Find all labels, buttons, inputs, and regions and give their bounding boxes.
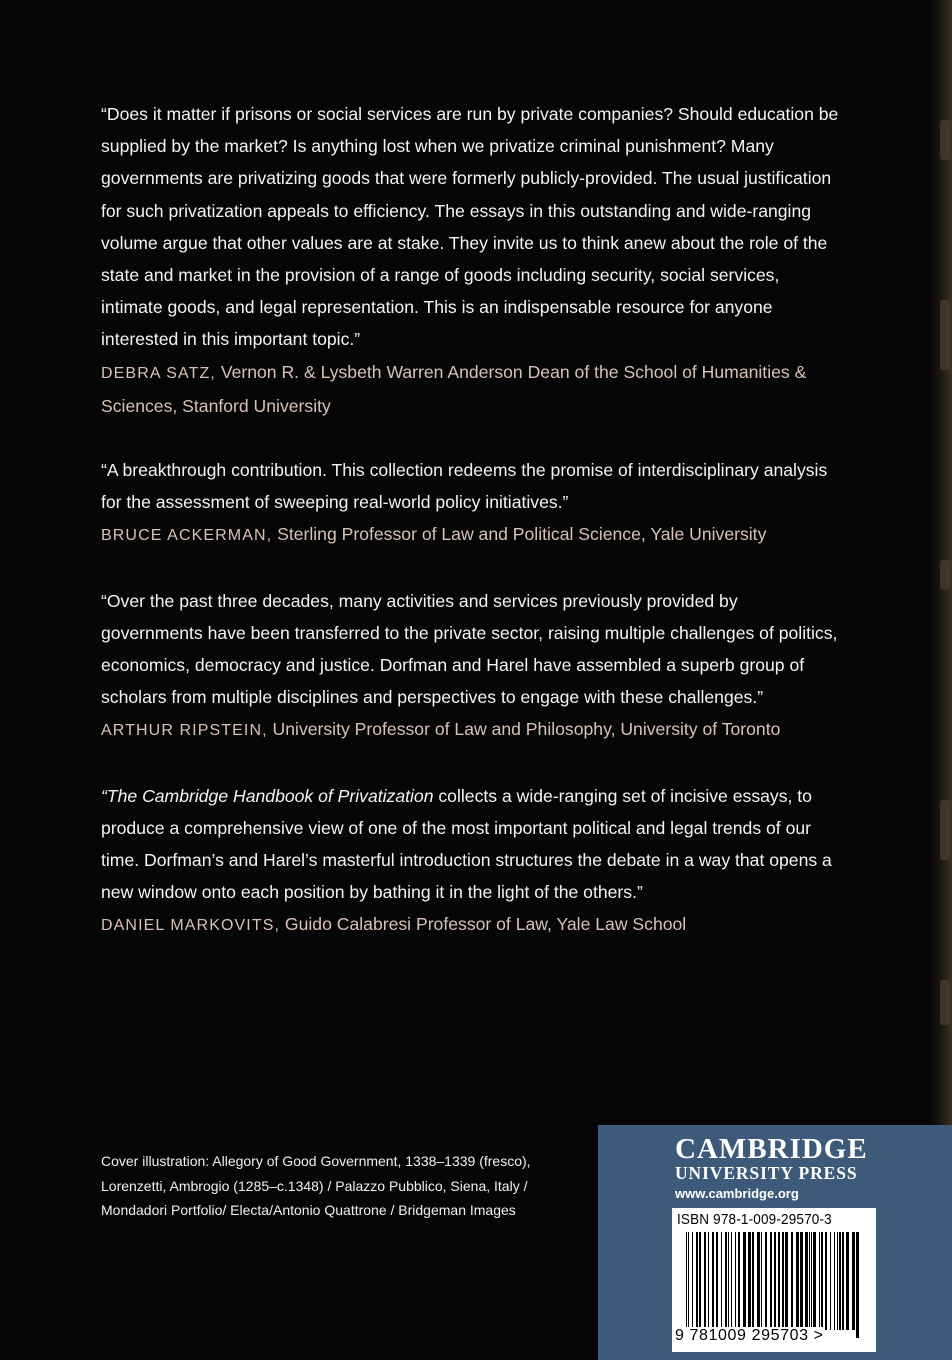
endorsement-quote bbox=[101, 780, 841, 909]
publisher-logo-subtitle: UNIVERSITY PRESS bbox=[675, 1163, 858, 1183]
endorser-affiliation: University Professor of Law and Philosophy, University of Toronto bbox=[272, 719, 781, 740]
barcode-bar bbox=[791, 1232, 793, 1330]
barcode-bar bbox=[830, 1232, 831, 1330]
endorser-name: DEBRA SATZ, bbox=[101, 364, 216, 382]
endorser-name: DANIEL MARKOVITS, bbox=[101, 917, 281, 935]
barcode-bar bbox=[757, 1232, 760, 1330]
barcode-bar bbox=[716, 1232, 718, 1330]
endorsement-attribution bbox=[101, 356, 841, 422]
barcode-bar bbox=[699, 1232, 701, 1330]
barcode-bar bbox=[761, 1232, 762, 1330]
book-title: “The Cambridge Handbook of Privatization bbox=[101, 785, 434, 806]
barcode-bar bbox=[837, 1232, 838, 1330]
endorser-name: ARTHUR RIPSTEIN, bbox=[101, 722, 268, 740]
endorsement-quote: “A breakthrough contribution. This collection redeems the promise of interdisciplinary analysis for the assessment of sweeping real-world policy initiatives.” bbox=[101, 460, 828, 513]
publisher-logo-name: CAMBRIDGE bbox=[675, 1133, 868, 1165]
barcode-bar bbox=[692, 1232, 693, 1330]
barcode-bar bbox=[712, 1232, 714, 1330]
barcode-bar bbox=[738, 1232, 740, 1330]
endorsement-ackerman bbox=[101, 454, 841, 553]
barcode-bar bbox=[800, 1232, 803, 1330]
endorsements bbox=[101, 98, 841, 975]
barcode-bar bbox=[796, 1232, 799, 1330]
barcode-bar bbox=[743, 1232, 746, 1330]
barcode-bar bbox=[686, 1232, 687, 1338]
barcode-bar bbox=[842, 1232, 844, 1330]
barcode-bar bbox=[696, 1232, 698, 1330]
barcode-bar bbox=[852, 1232, 855, 1330]
barcode-bar bbox=[782, 1232, 784, 1330]
barcode-bar bbox=[846, 1232, 849, 1330]
endorsement-attribution bbox=[101, 518, 841, 552]
barcode-bar bbox=[748, 1232, 751, 1330]
endorser-affiliation: Vernon R. & Lysbeth Warren Anderson Dean of the School of Humanities & Sciences, Stanford University bbox=[101, 361, 807, 416]
barcode-bar bbox=[688, 1232, 689, 1338]
barcode-bar bbox=[839, 1232, 841, 1330]
barcode-bar bbox=[805, 1232, 808, 1330]
isbn-barcode bbox=[672, 1208, 876, 1352]
barcode-bar bbox=[765, 1232, 767, 1330]
endorsement-satz bbox=[101, 98, 841, 422]
publisher-panel bbox=[598, 1125, 952, 1360]
barcode-bar bbox=[731, 1232, 732, 1330]
endorsement-ripstein bbox=[101, 585, 841, 748]
barcode-bar bbox=[821, 1232, 823, 1330]
barcode-bar bbox=[834, 1232, 835, 1330]
barcode-bar bbox=[785, 1232, 788, 1330]
endorsement-quote: “Does it matter if prisons or social services are run by private companies? Should education be supplied by the market? Is anything lost when we privatize criminal punishment? Many governments are privatizing goods that were formerly publicly-provided. The usual justification for such privatization appeals to efficiency. The essays in this outstanding and wide-ranging volume argue that other values are at stake. They invite us to think anew about the role of the state and market in the provision of a range of goods including security, social services, intimate goods, and legal representation. This is an indispensable resource for anyone interested in this important topic.” bbox=[101, 104, 839, 350]
endorser-affiliation: Guido Calabresi Professor of Law, Yale Law School bbox=[284, 914, 687, 935]
barcode-bar bbox=[728, 1232, 729, 1330]
barcode-bar bbox=[770, 1232, 772, 1338]
barcode-bar bbox=[774, 1232, 776, 1330]
endorsement-quote: “Over the past three decades, many activities and services previously provided by governments have been transferred to the private sector, raising multiple challenges of politics, economics, democracy and justice. Dorfman and Harel have assembled a superb group of scholars from multiple disciplines and perspectives to engage with these challenges.” bbox=[101, 590, 838, 708]
isbn-label: ISBN 978-1-009-29570-3 bbox=[677, 1211, 832, 1228]
barcode-bar bbox=[752, 1232, 754, 1330]
barcode-bar bbox=[735, 1232, 736, 1330]
cover-illustration-credit: Cover illustration: Allegory of Good Government, 1338–1339 (fresco), Lorenzetti, Ambrogio (1285–c.1348) / Palazzo Pubblico, Siena, Italy / Mondadori Portfolio/ Electa/Antonio Quattrone / Bridgeman Images bbox=[101, 1153, 531, 1218]
barcode-bar bbox=[811, 1232, 812, 1330]
publisher-url: www.cambridge.org bbox=[675, 1186, 799, 1201]
barcode-digits: 9 781009 295703 > bbox=[675, 1327, 824, 1344]
barcode-bar bbox=[721, 1232, 722, 1330]
barcode-bar bbox=[708, 1232, 709, 1330]
barcode-bar bbox=[813, 1232, 816, 1330]
endorser-name: BRUCE ACKERMAN, bbox=[101, 527, 273, 545]
endorsement-markovits bbox=[101, 780, 841, 943]
barcode-bar bbox=[825, 1232, 827, 1330]
barcode-bar bbox=[819, 1232, 820, 1330]
endorser-affiliation: Sterling Professor of Law and Political Science, Yale University bbox=[277, 524, 767, 545]
endorsement-attribution bbox=[101, 908, 841, 942]
barcode-bar bbox=[704, 1232, 706, 1330]
barcode-bar bbox=[809, 1232, 810, 1330]
barcode-bar bbox=[856, 1232, 859, 1338]
quote-text: collects a wide-ranging set of incisive essays, to produce a comprehensive view of one of the most important political and legal trends of our time. Dorfman’s and Harel’s masterful introduction structures the debate in a way that opens a new window onto each position by bathing it in the light of the others.” bbox=[101, 785, 832, 903]
barcode-bar bbox=[778, 1232, 780, 1330]
cover-edge-strip bbox=[930, 0, 952, 1125]
barcode-bar bbox=[725, 1232, 727, 1330]
endorsement-attribution bbox=[101, 713, 841, 747]
